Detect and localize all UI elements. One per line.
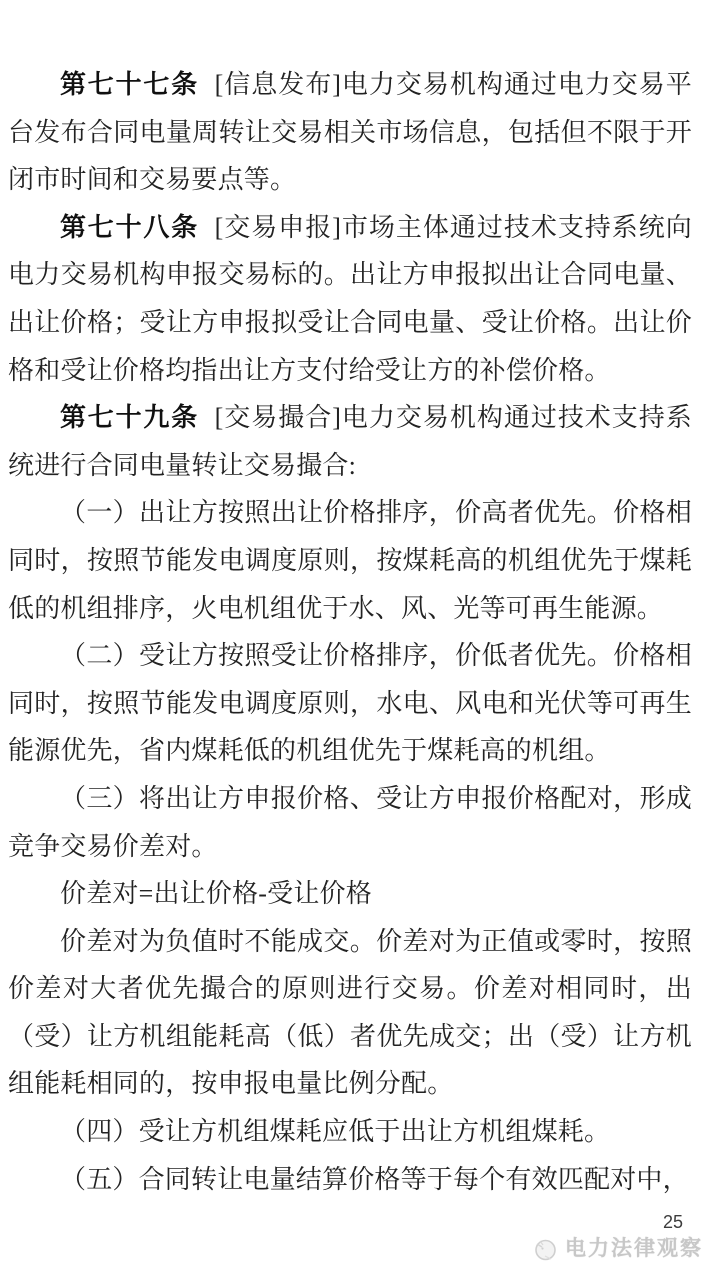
round-seal-icon (532, 1236, 558, 1262)
article-number: 第七十七条 (60, 69, 199, 99)
article-number: 第七十八条 (60, 211, 199, 242)
body-paragraph: （三）将出让方申报价格、受让方申报价格配对，形成竞争交易价差对。 (8, 783, 692, 861)
publisher-name: 电力法律观察 (565, 1237, 703, 1260)
body-paragraph: （五）合同转让电量结算价格等于每个有效匹配对中， (60, 1164, 689, 1194)
body-paragraph: 价差对=出让价格-受让价格 (60, 879, 372, 909)
body-paragraph: （二）受让方按照受让价格排序，价低者优先。价格相同时，按照节能发电调度原则，水电、风电和光伏等可再生能源优先，省内煤耗低的机组优先于煤耗高的机组。 (8, 641, 692, 766)
article-paragraph: 第七十九条 [交易撮合]电力交易机构通过技术支持系统进行合同电量转让交易撮合: (8, 402, 692, 480)
body-paragraph: （四）受让方机组煤耗应低于出让方机组煤耗。 (60, 1117, 611, 1147)
article-paragraph: 第七十八条 [交易申报]市场主体通过技术支持系统向电力交易机构申报交易标的。出让方申报拟出让合同电量、出让价格；受让方申报拟受让合同电量、受让价格。出让价格和受让价格均指出让方支付给受让方的补偿价格。 (8, 211, 692, 385)
body-paragraph: 价差对为负值时不能成交。价差对为正值或零时，按照价差对大者优先撮合的原则进行交易。价差对相同时，出（受）让方机组能耗高（低）者优先成交；出（受）让方机组能耗相同的，按申报电量比例分配。 (8, 926, 692, 1099)
page-number: 25 (662, 1212, 683, 1232)
document-body (8, 61, 692, 1203)
article-number: 第七十九条 (60, 402, 199, 433)
body-paragraph: （一）出让方按照出让价格排序，价高者优先。价格相同时，按照节能发电调度原则，按煤耗高的机组优先于煤耗低的机组排序，火电机组优于水、风、光等可再生能源。 (8, 498, 692, 623)
article-paragraph: 第七十七条 [信息发布]电力交易机构通过电力交易平台发布合同电量周转让交易相关市场信息，包括但不限于开闭市时间和交易要点等。 (8, 69, 692, 195)
publisher-watermark (532, 1236, 703, 1262)
